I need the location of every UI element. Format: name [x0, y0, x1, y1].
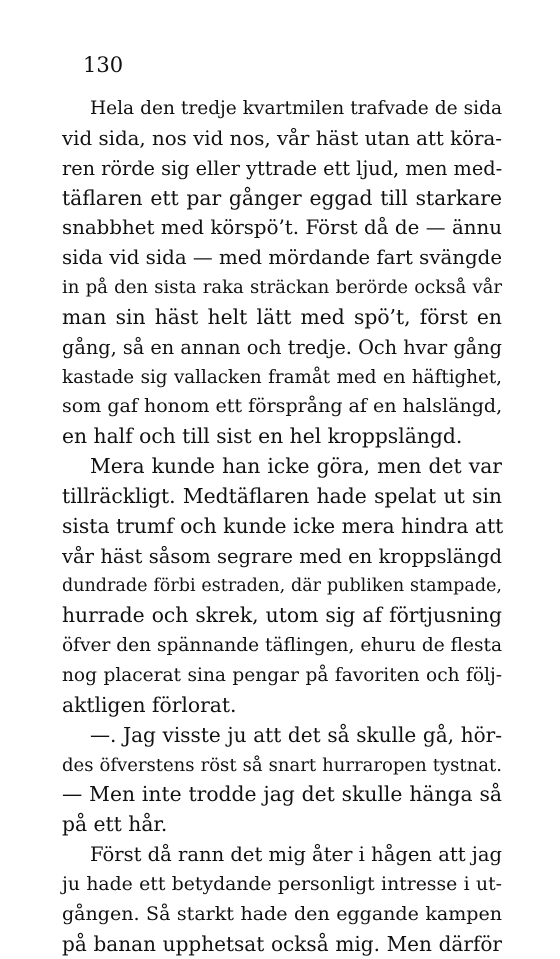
text-line: Först då rann det mig åter i hågen att jag [90, 843, 502, 867]
text-line: gången. Så starkt hade den eggande kampen [62, 902, 502, 925]
text-line: kastade sig vallacken framåt med en häftighet, [62, 366, 502, 388]
text-line: des öfverstens röst så snart hurraropen tystnat. [62, 754, 502, 776]
text-line: som gaf honom ett försprång af en halslängd, [62, 395, 503, 418]
text-line: Hela den tredje kvartmilen trafvade de sida [90, 98, 502, 119]
text-line: ren rörde sig eller yttrade ett ljud, men med- [62, 156, 503, 180]
text-line: snabbhet med körspö’t. Först då de — ännu [62, 216, 502, 240]
text-line: man sin häst helt lätt med spö’t, först en [62, 304, 502, 329]
text-line: på banan upphetsat också mig. Men därför [62, 931, 502, 956]
text-line: på ett hår. [62, 812, 168, 837]
body-text [62, 94, 502, 959]
text-line: Mera kunde han icke göra, men det var [90, 454, 502, 479]
text-line: vår häst såsom segrare med en kroppslängd [62, 544, 502, 568]
text-line: nog placerat sina pengar på favoriten och följ- [62, 665, 502, 687]
text-line: täflaren ett par gånger eggad till starkare [62, 185, 502, 210]
text-line: aktligen förlorat. [62, 692, 237, 717]
text-line: öfver den spännande täflingen, ehuru de flesta [62, 635, 502, 657]
text-line: — Men inte trodde jag det skulle hänga så [62, 782, 502, 807]
text-line: hurrade och skrek, utom sig af förtjusning [62, 603, 502, 628]
text-line: vid sida, nos vid nos, vår häst utan att köra- [62, 126, 502, 150]
text-line: dundrade förbi estraden, där publiken stampade, [62, 575, 502, 596]
page-number: 130 [83, 53, 124, 77]
text-line: sida vid sida — med mördande fart svängde [62, 246, 503, 270]
text-line: gång, så en annan och tredje. Och hvar gång [62, 335, 502, 359]
text-line: tillräckligt. Medtäflaren hade spelat ut sin [62, 483, 502, 508]
text-line: in på den sista raka sträckan berörde också vår [62, 277, 502, 299]
text-line: ju hade ett betydande personligt intresse i ut- [62, 873, 502, 895]
text-line: —. Jag visste ju att det så skulle gå, hör- [90, 722, 502, 747]
text-line: en half och till sist en hel kroppslängd. [62, 424, 463, 449]
text-line: sista trumf och kunde icke mera hindra att [62, 513, 504, 538]
